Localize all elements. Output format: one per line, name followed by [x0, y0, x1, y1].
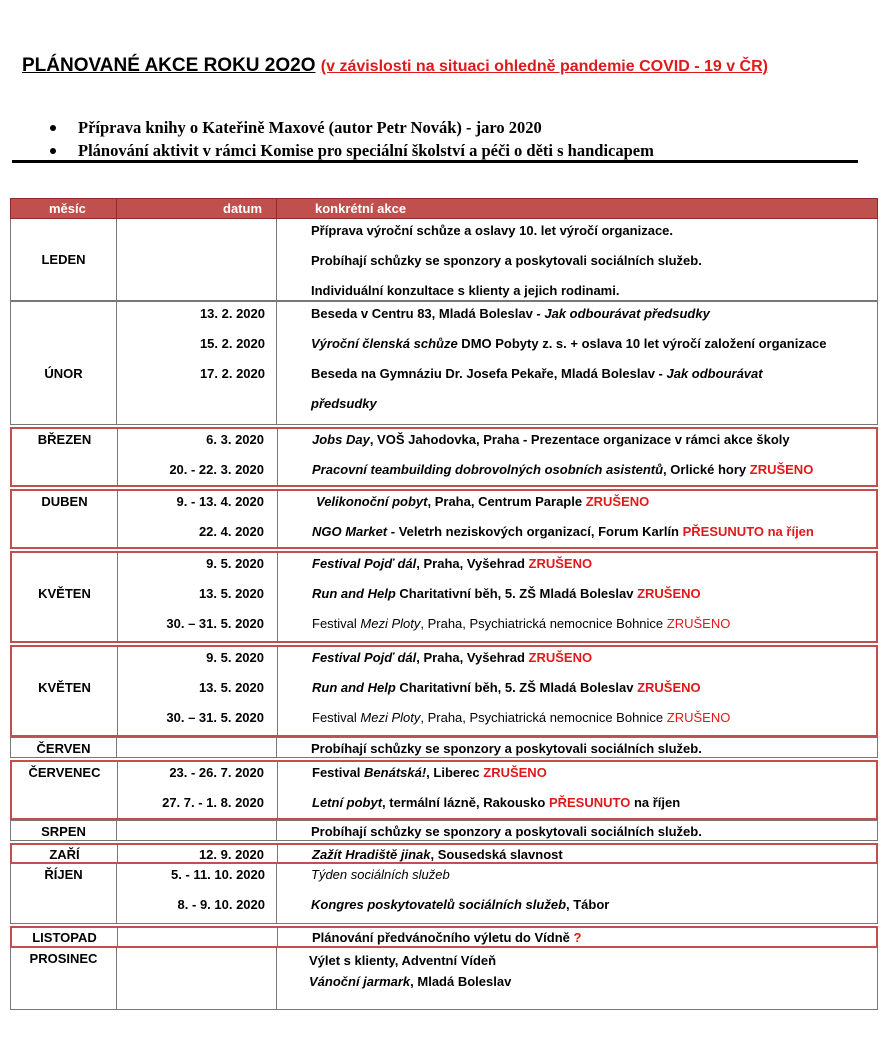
bullet-dot-icon — [50, 148, 56, 154]
table-header — [10, 198, 878, 219]
title-subtitle: (v závislosti na situaci ohledně pandemie COVID - 19 v ČR) — [320, 58, 768, 75]
bullet-text: Plánování aktivit v rámci Komise pro speciální školství a péči o děti s handicapem — [78, 140, 654, 160]
month-group-cervenec: ČERVENEC 23. - 26. 7. 2020 Festival Benátská!, Liberec ZRUŠENO 27. 7. - 1. 8. 2020 Letní pobyt, termální lázně, Rakousko PŘESUNUTO na říjen — [10, 760, 878, 820]
bullet-list — [50, 116, 870, 162]
month-label: LISTOPAD — [32, 930, 97, 945]
month-label: KVĚTEN — [38, 680, 91, 695]
page-title — [22, 55, 768, 77]
month-label: ČERVENEC — [28, 765, 101, 780]
month-group-unor: ÚNOR 13. 2. 2020 Beseda v Centru 83, Mladá Boleslav - Jak odbourávat předsudky 15. 2. 2020 Výroční členská schůze DMO Pobyty z. s. + oslava 10 let výročí založení organizace 17. 2. 2020 Beseda na Gymnáziu Dr. Josefa Pekaře, Mladá Boleslav - Jak odbourávat předsudky — [10, 301, 878, 425]
month-label: ZAŘÍ — [49, 847, 80, 862]
title-main: PLÁNOVANÉ AKCE ROKU 2O2O — [22, 55, 316, 76]
month-label: ŘÍJEN — [44, 867, 83, 882]
header-month: měsíc — [49, 201, 86, 216]
month-group-cerven: ČERVEN Probíhají schůzky se sponzory a poskytovali sociálních služeb. — [10, 737, 878, 758]
month-label: ÚNOR — [44, 366, 83, 381]
month-label: DUBEN — [41, 494, 88, 509]
month-group-srpen: SRPEN Probíhají schůzky se sponzory a poskytovali sociálních služeb. — [10, 820, 878, 841]
bullet-item — [50, 139, 870, 162]
month-group-kveten: KVĚTEN 9. 5. 2020 Festival Pojď dál, Praha, Vyšehrad ZRUŠENO 13. 5. 2020 Run and Help Charitativní běh, 5. ZŠ Mladá Boleslav ZRUŠENO 30. – 31. 5. 2020 Festival Mezi Ploty, Praha, Psychiatrická nemocnice Bohnice ZRUŠENO — [10, 551, 878, 643]
month-group-listopad: LISTOPAD Plánování předvánočního výletu do Vídně ? — [10, 926, 878, 948]
month-label: ČERVEN — [36, 741, 91, 756]
month-label: SRPEN — [41, 824, 86, 839]
horizontal-rule — [12, 160, 858, 163]
month-group-kveten-duplicate: KVĚTEN 9. 5. 2020 Festival Pojď dál, Praha, Vyšehrad ZRUŠENO 13. 5. 2020 Run and Help Charitativní běh, 5. ZŠ Mladá Boleslav ZRUŠENO 30. – 31. 5. 2020 Festival Mezi Ploty, Praha, Psychiatrická nemocnice Bohnice ZRUŠENO — [10, 645, 878, 737]
month-group-duben: DUBEN 9. - 13. 4. 2020 Velikonoční pobyt, Praha, Centrum Paraple ZRUŠENO 22. 4. 2020 NGO Market - Veletrh neziskových organizací, Forum Karlín PŘESUNUTO na říjen — [10, 489, 878, 549]
month-label: PROSINEC — [29, 951, 98, 966]
month-group-brezen: BŘEZEN 6. 3. 2020 Jobs Day, VOŠ Jahodovka, Praha - Prezentace organizace v rámci akce školy 20. - 22. 3. 2020 Pracovní teambuilding dobrovolných osobních asistentů, Orlické hory ZRUŠENO — [10, 427, 878, 487]
bullet-dot-icon — [50, 125, 56, 131]
header-action: konkrétní akce — [315, 201, 407, 216]
month-group-prosinec: PROSINEC Výlet s klienty, Adventní Vídeň Vánoční jarmark, Mladá Boleslav — [10, 948, 878, 1010]
month-label: KVĚTEN — [38, 586, 91, 601]
events-table — [10, 198, 878, 1010]
month-label: LEDEN — [41, 252, 86, 267]
bullet-text: Příprava knihy o Kateřině Maxové (autor Petr Novák) - jaro 2020 — [78, 117, 542, 137]
header-date: datum — [223, 201, 262, 216]
bullet-item — [50, 116, 870, 139]
month-group-rijen: ŘÍJEN 5. - 11. 10. 2020 Týden sociálních služeb 8. - 9. 10. 2020 Kongres poskytovatelů sociálních služeb, Tábor — [10, 864, 878, 924]
month-group-zari: ZAŘÍ 12. 9. 2020 Zažít Hradiště jinak, Sousedská slavnost — [10, 843, 878, 864]
month-group-leden: LEDEN Příprava výroční schůze a oslavy 10. let výročí organizace. Probíhají schůzky se sponzory a poskytovali sociálních služeb. Individuální konzultace s klienty a jejich rodinami. — [10, 219, 878, 301]
month-label: BŘEZEN — [37, 432, 92, 447]
